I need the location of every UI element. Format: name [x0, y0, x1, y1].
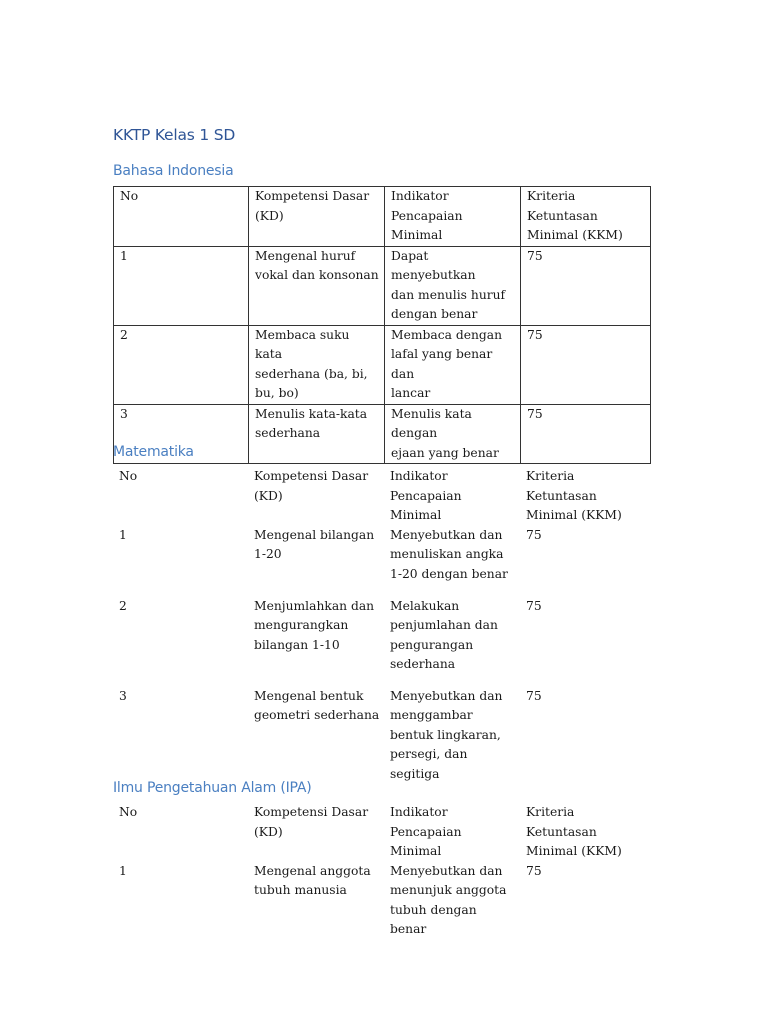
table-row	[113, 526, 650, 597]
cell-no: 2	[119, 598, 127, 613]
section-heading-matematika: Matematika	[113, 444, 194, 460]
cell-no: 2	[114, 325, 249, 404]
header-cell-indikator: Indikator Pencapaian Minimal	[385, 187, 521, 247]
table-row	[114, 325, 651, 404]
cell-kd: Mengenal bilangan 1-20	[254, 527, 375, 561]
document-title: KKTP Kelas 1 SD	[113, 126, 236, 144]
cell-indikator: Menyebutkan dan menuliskan angka 1-20 dengan benar	[390, 527, 508, 581]
table-header-row	[113, 803, 650, 862]
header-cell-indikator: Indikator Pencapaian Minimal	[390, 469, 462, 522]
cell-kd: Menjumlahkan dan mengurangkan bilangan 1-10	[254, 598, 375, 652]
cell-no: 1	[119, 863, 127, 878]
header-cell-kkm: Kriteria Ketuntasan Minimal (KKM)	[526, 805, 622, 858]
cell-indikator: Menyebutkan dan menunjuk anggota tubuh dengan benar	[390, 863, 507, 936]
cell-no: 3	[114, 404, 249, 464]
table-row	[113, 687, 650, 785]
table-row	[114, 246, 651, 325]
cell-kkm: 75	[521, 325, 651, 404]
header-cell-no: No	[119, 469, 138, 483]
cell-indikator: Menulis kata dengan ejaan yang benar	[385, 404, 521, 464]
table-row	[113, 862, 650, 940]
table-ipa	[113, 803, 650, 940]
cell-kd: Menulis kata-kata sederhana	[249, 404, 385, 464]
table-matematika	[113, 467, 650, 784]
header-cell-kkm: Kriteria Ketuntasan Minimal (KKM)	[526, 469, 622, 522]
cell-indikator: Membaca dengan lafal yang benar dan lancar	[385, 325, 521, 404]
cell-kkm: 75	[526, 527, 542, 542]
header-cell-kd: Kompetensi Dasar (KD)	[254, 469, 369, 503]
cell-kkm: 75	[526, 688, 542, 703]
cell-kkm: 75	[521, 246, 651, 325]
table-row	[114, 404, 651, 464]
table-header-row	[114, 187, 651, 247]
cell-no: 1	[114, 246, 249, 325]
cell-kkm: 75	[521, 404, 651, 464]
header-cell-no: No	[119, 805, 138, 819]
table-row	[113, 597, 650, 687]
header-cell-kd: Kompetensi Dasar (KD)	[254, 805, 369, 839]
cell-no: 3	[119, 688, 127, 703]
header-cell-kd: Kompetensi Dasar (KD)	[249, 187, 385, 247]
header-cell-no: No	[114, 187, 249, 247]
cell-kkm: 75	[526, 598, 542, 613]
cell-indikator: Melakukan penjumlahan dan pengurangan sederhana	[390, 598, 498, 671]
cell-no: 1	[119, 527, 127, 542]
header-cell-kkm: Kriteria Ketuntasan Minimal (KKM)	[521, 187, 651, 247]
header-cell-indikator: Indikator Pencapaian Minimal	[390, 805, 462, 858]
cell-indikator: Dapat menyebutkan dan menulis huruf dengan benar	[385, 246, 521, 325]
section-heading-bahasa-indonesia: Bahasa Indonesia	[113, 163, 234, 179]
section-heading-ipa: Ilmu Pengetahuan Alam (IPA)	[113, 780, 312, 796]
cell-indikator: Menyebutkan dan menggambar bentuk lingkaran, persegi, dan segitiga	[390, 688, 503, 781]
table-bahasa-indonesia	[113, 186, 651, 464]
cell-kd: Membaca suku kata sederhana (ba, bi, bu, bo)	[249, 325, 385, 404]
cell-kd: Mengenal anggota tubuh manusia	[254, 863, 371, 897]
cell-kd: Mengenal huruf vokal dan konsonan	[249, 246, 385, 325]
cell-kkm: 75	[526, 863, 542, 878]
table-header-row	[113, 467, 650, 526]
cell-kd: Mengenal bentuk geometri sederhana	[254, 688, 380, 722]
